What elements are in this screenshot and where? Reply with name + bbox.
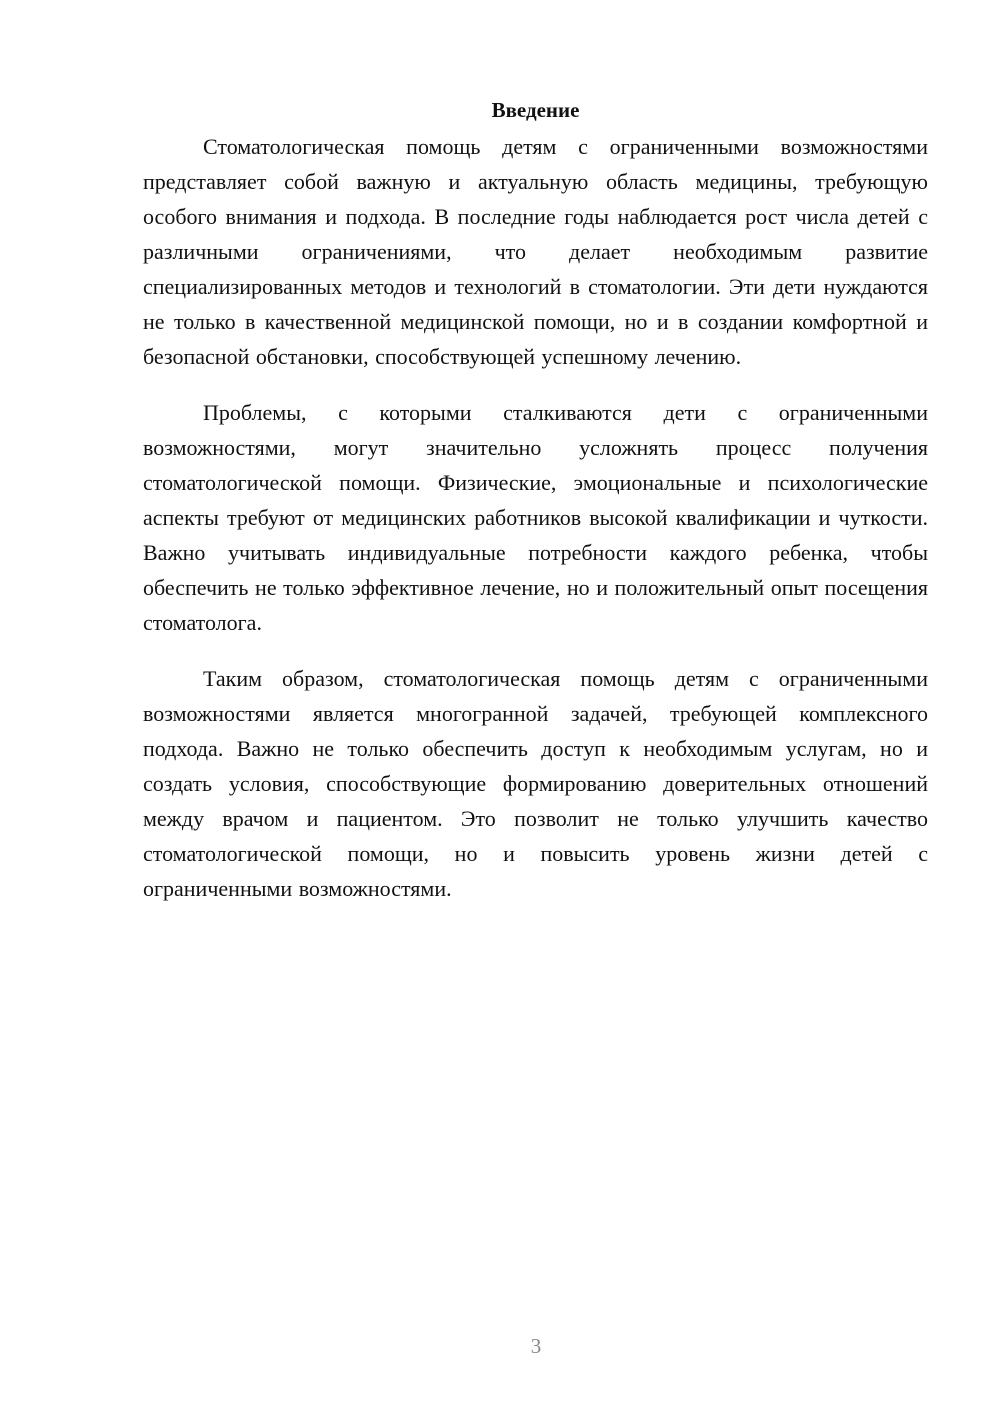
- paragraph-1: Стоматологическая помощь детям с ограниченными возможностями представляет собой важную и актуальную область медицины, требующую особого внимания и подхода. В последние годы наблюдается рост числа детей с различными ограничениями, что делает необходимым развитие специализированных методов и технологий в стоматологии. Эти дети нуждаются не только в качественной медицинской помощи, но и в создании комфортной и безопасной обстановки, способствующей успешному лечению.: [143, 134, 928, 369]
- page-content: [143, 95, 928, 906]
- page-number: 3: [530, 1334, 542, 1358]
- section-title: Введение: [491, 98, 580, 122]
- paragraph-3: Таким образом, стоматологическая помощь детям с ограниченными возможностями является многогранной задачей, требующей комплексного подхода. Важно не только обеспечить доступ к необходимым услугам, но и создать условия, способствующие формированию доверительных отношений между врачом и пациентом. Это позволит не только улучшить качество стоматологической помощи, но и повысить уровень жизни детей с ограниченными возможностями.: [143, 666, 928, 901]
- paragraph-2: Проблемы, с которыми сталкиваются дети с ограниченными возможностями, могут значительно усложнять процесс получения стоматологической помощи. Физические, эмоциональные и психологические аспекты требуют от медицинских работников высокой квалификации и чуткости. Важно учитывать индивидуальные потребности каждого ребенка, чтобы обеспечить не только эффективное лечение, но и положительный опыт посещения стоматолога.: [143, 400, 928, 635]
